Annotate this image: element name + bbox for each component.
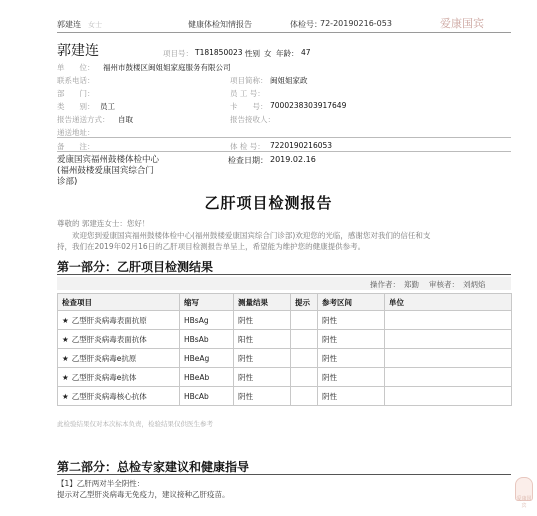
col-result: 测量结果 (234, 294, 291, 311)
intro-line-1: 欢迎您到爱康国宾福州鼓楼体检中心(福州鼓楼爱康国宾综合门诊部)欢迎您的光临，感谢您对我们的信任和支 (57, 231, 431, 240)
result-cell: 阴性 (234, 387, 291, 406)
table-row (58, 349, 512, 368)
part1-title: 第一部分：乙肝项目检测结果 (57, 260, 214, 274)
hint-cell (291, 349, 318, 368)
contact-label: 联系电话： (57, 76, 95, 85)
advice-item-1-text: 提示对乙型肝炎病毒无免疫力，建议接种乙肝疫苗。 (57, 490, 230, 499)
hint-cell (291, 387, 318, 406)
card-value: 7000238303917649 (270, 101, 347, 110)
item-cell (58, 349, 180, 368)
unit-cell (385, 387, 512, 406)
item-name: 乙型肝炎病毒核心抗体 (71, 391, 147, 401)
info-divider-2 (57, 151, 511, 152)
star-icon: ★ (62, 372, 69, 382)
header-rule (57, 32, 511, 33)
age-value: 47 (301, 48, 311, 57)
intro-line-2: 持，我们在2019年02月16日的乙肝项目检测报告单呈上，希望能为维护您的健康提供参考。 (57, 242, 366, 251)
result-cell: 阴性 (234, 311, 291, 330)
header-checkup-no: 72-20190216-053 (320, 19, 392, 28)
report-title: 乙肝项目检测报告 (204, 194, 333, 212)
abbr-cell: HBsAg (180, 311, 234, 330)
unit-cell (385, 311, 512, 330)
item-name: 乙型肝炎病毒e抗体 (71, 372, 137, 382)
table-row (58, 311, 512, 330)
center-name: 爱康国宾福州鼓楼体检中心 (57, 155, 160, 165)
abbr-cell: HBeAb (180, 368, 234, 387)
item-cell (58, 330, 180, 349)
ref-cell: 阴性 (318, 387, 385, 406)
star-icon: ★ (62, 315, 69, 325)
reviewer-value: 刘炳焰 (463, 280, 486, 289)
checkup-date-label: 检查日期： (228, 156, 268, 165)
info-divider (57, 137, 511, 138)
unit-cell (385, 330, 512, 349)
sex-value: 女 (264, 49, 272, 58)
header-patient-sex: 女士 (88, 21, 102, 29)
abbr-cell: HBeAg (180, 349, 234, 368)
delivery-label: 报告递送方式： (57, 115, 110, 124)
greeting: 尊敬的 郭建连女士：您好！ (57, 219, 150, 228)
project-no: T181850023 (195, 48, 243, 57)
category-value: 员工 (100, 102, 115, 111)
reviewer-label: 审核者： (429, 280, 459, 289)
dept-label: 部 门： (57, 89, 95, 98)
card-label: 卡 号： (230, 102, 268, 111)
sex-label: 性别 (245, 49, 260, 58)
checkup-no-value: 7220190216053 (270, 141, 333, 150)
patient-name: 郭建连 (57, 43, 99, 59)
result-cell: 阴性 (234, 368, 291, 387)
address-label: 递送地址： (57, 128, 95, 137)
col-abbr: 缩写 (180, 294, 234, 311)
category-label: 类 别： (57, 102, 95, 111)
ref-cell: 阴性 (318, 311, 385, 330)
checkup-date-value: 2019.02.16 (270, 155, 316, 164)
item-name: 乙型肝炎病毒e抗原 (71, 353, 137, 363)
table-row (58, 330, 512, 349)
star-icon: ★ (62, 353, 69, 363)
delivery-value: 自取 (118, 115, 133, 124)
ref-cell: 阴性 (318, 368, 385, 387)
age-label: 年龄： (276, 49, 299, 58)
part1-rule (57, 274, 511, 275)
center-subname-1: (福州鼓楼爱康国宾综合门 (57, 166, 154, 176)
part2-rule (57, 474, 511, 475)
result-cell: 阴性 (234, 349, 291, 368)
result-cell: 阳性 (234, 330, 291, 349)
table-row (58, 368, 512, 387)
item-name: 乙型肝炎病毒表面抗原 (71, 315, 147, 325)
receiver-label: 报告接收人： (230, 115, 275, 124)
unit-cell (385, 368, 512, 387)
abbr-cell: HBsAb (180, 330, 234, 349)
stamp-mark (515, 477, 533, 509)
table-row (58, 387, 512, 406)
lab-disclaimer: 此检验结果仅对本次标本负责，检验结果仅供医生参考 (57, 420, 213, 428)
hint-cell (291, 311, 318, 330)
unit-label: 单 位： (57, 63, 95, 72)
col-hint: 提示 (291, 294, 318, 311)
item-name: 乙型肝炎病毒表面抗体 (71, 334, 147, 344)
ref-cell: 阴性 (318, 349, 385, 368)
advice-item-1: 【1】乙肝两对半全阴性： (57, 479, 145, 488)
remark-label: 备 注： (57, 142, 95, 151)
staff-no-label: 员 工 号： (230, 89, 265, 98)
star-icon: ★ (62, 391, 69, 401)
results-table (57, 293, 512, 406)
col-item: 检查项目 (58, 294, 180, 311)
center-subname-2: 诊部) (57, 177, 78, 187)
table-header-row (58, 294, 512, 311)
part2-title: 第二部分：总检专家建议和健康指导 (57, 460, 250, 474)
ref-cell: 阴性 (318, 330, 385, 349)
item-cell (58, 368, 180, 387)
unit-cell (385, 349, 512, 368)
project-short-label: 项目简称： (230, 76, 268, 85)
hint-cell (291, 330, 318, 349)
project-no-label: 项目号： (163, 49, 193, 58)
operator-value: 郑勤 (404, 280, 419, 289)
hint-cell (291, 368, 318, 387)
star-icon: ★ (62, 334, 69, 344)
header-patient-name: 郭建连 (57, 20, 81, 29)
col-ref: 参考区间 (318, 294, 385, 311)
col-unit: 单位 (385, 294, 512, 311)
abbr-cell: HBcAb (180, 387, 234, 406)
header-doc-title: 健康体检知情报告 (188, 20, 252, 29)
item-cell (58, 311, 180, 330)
checkup-no-label: 体 检 号： (230, 142, 265, 151)
stamp-text: 爱康国宾 (516, 496, 532, 509)
unit-value: 福州市鼓楼区闽姐姐家庭服务有限公司 (103, 63, 231, 72)
item-cell (58, 387, 180, 406)
operator-label: 操作者： (370, 280, 400, 289)
project-short-value: 闽姐姐家政 (270, 76, 308, 85)
header-checkup-no-label: 体检号： (290, 20, 322, 29)
header-brand-logo: 爱康国宾 (440, 17, 484, 30)
